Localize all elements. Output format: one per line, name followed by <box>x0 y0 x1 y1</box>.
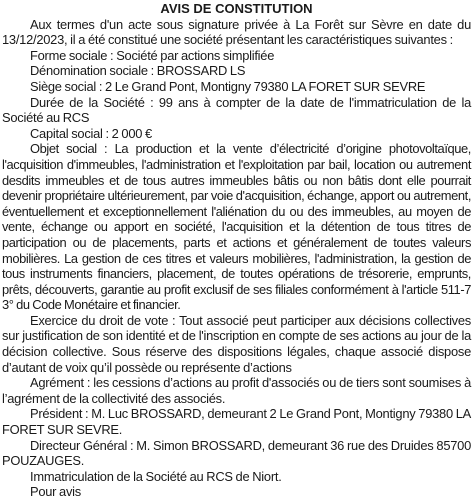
droit-de-vote: Exercice du droit de vote : Tout associé peut participer aux décisions collectives sur justification de son identité et de l'inscription en compte de ses actions au jour de la décision collective. Sous réserve des dispositions légales, chaque associé dispose d’autant de voix qu’il possède ou représente d’actions <box>2 312 471 375</box>
capital-social: Capital social : 2 000 € <box>30 125 152 141</box>
forme-sociale: Forme sociale : Société par actions simplifiée <box>30 47 275 63</box>
duree-societe: Durée de la Société : 99 ans à compter de la date de l'immatriculation de la Société au RCS <box>2 94 471 126</box>
objet-social: Objet social : La production et la vente d’électricité d’origine photovoltaïque, l'acquisition d'immeubles, l'administration et l'exploitation par bail, location ou autrement desdits immeubles et de tous autres immeubles bâtis ou non bâtis dont elle pourrait devenir propriétaire ultérieurement, par voie d'acquisition, échange, apport ou autrement, éventuellement et exceptionnellement l'aliénation du ou des immeubles, au moyen de vente, échange ou apport en société, l'acquisition et la détention de tous titres de participation ou de placements, parts et actions et généralement de toutes valeurs mobilières. La gestion de ces titres et valeurs mobilières, l'administration, la gestion de tous instruments financiers, placement, de toutes opérations de trésorerie, emprunts, prêts, découverts, garantie au profit exclusif de ses filiales conformément à l'article 511-7 3° du Code Monétaire et financier. <box>2 141 471 313</box>
pour-avis: Pour avis <box>30 484 81 500</box>
siege-social: Siège social : 2 Le Grand Pont, Montigny 79380 LA FORET SUR SEVRE <box>30 78 426 94</box>
notice-title: AVIS DE CONSTITUTION <box>160 1 313 16</box>
immatriculation: Immatriculation de la Société au RCS de Niort. <box>30 468 282 484</box>
agrement: Agrément : les cessions d’actions au profit d'associés ou de tiers sont soumises à l’agrément de la collectivité des associés. <box>2 375 471 406</box>
directeur-general: Directeur Général : M. Simon BROSSARD, demeurant 36 rue des Druides 85700 POUZAUGES. <box>2 437 471 469</box>
president: Président : M. Luc BROSSARD, demeurant 2 Le Grand Pont, Montigny 79380 LA FORET SUR SEVRE. <box>2 406 471 438</box>
intro-paragraph: Aux termes d'un acte sous signature privée à La Forêt sur Sèvre en date du 13/12/2023, il a été constitué une société présentant les caractéristiques suivantes : <box>2 16 471 48</box>
denomination-sociale: Dénomination sociale : BROSSARD LS <box>30 63 246 79</box>
